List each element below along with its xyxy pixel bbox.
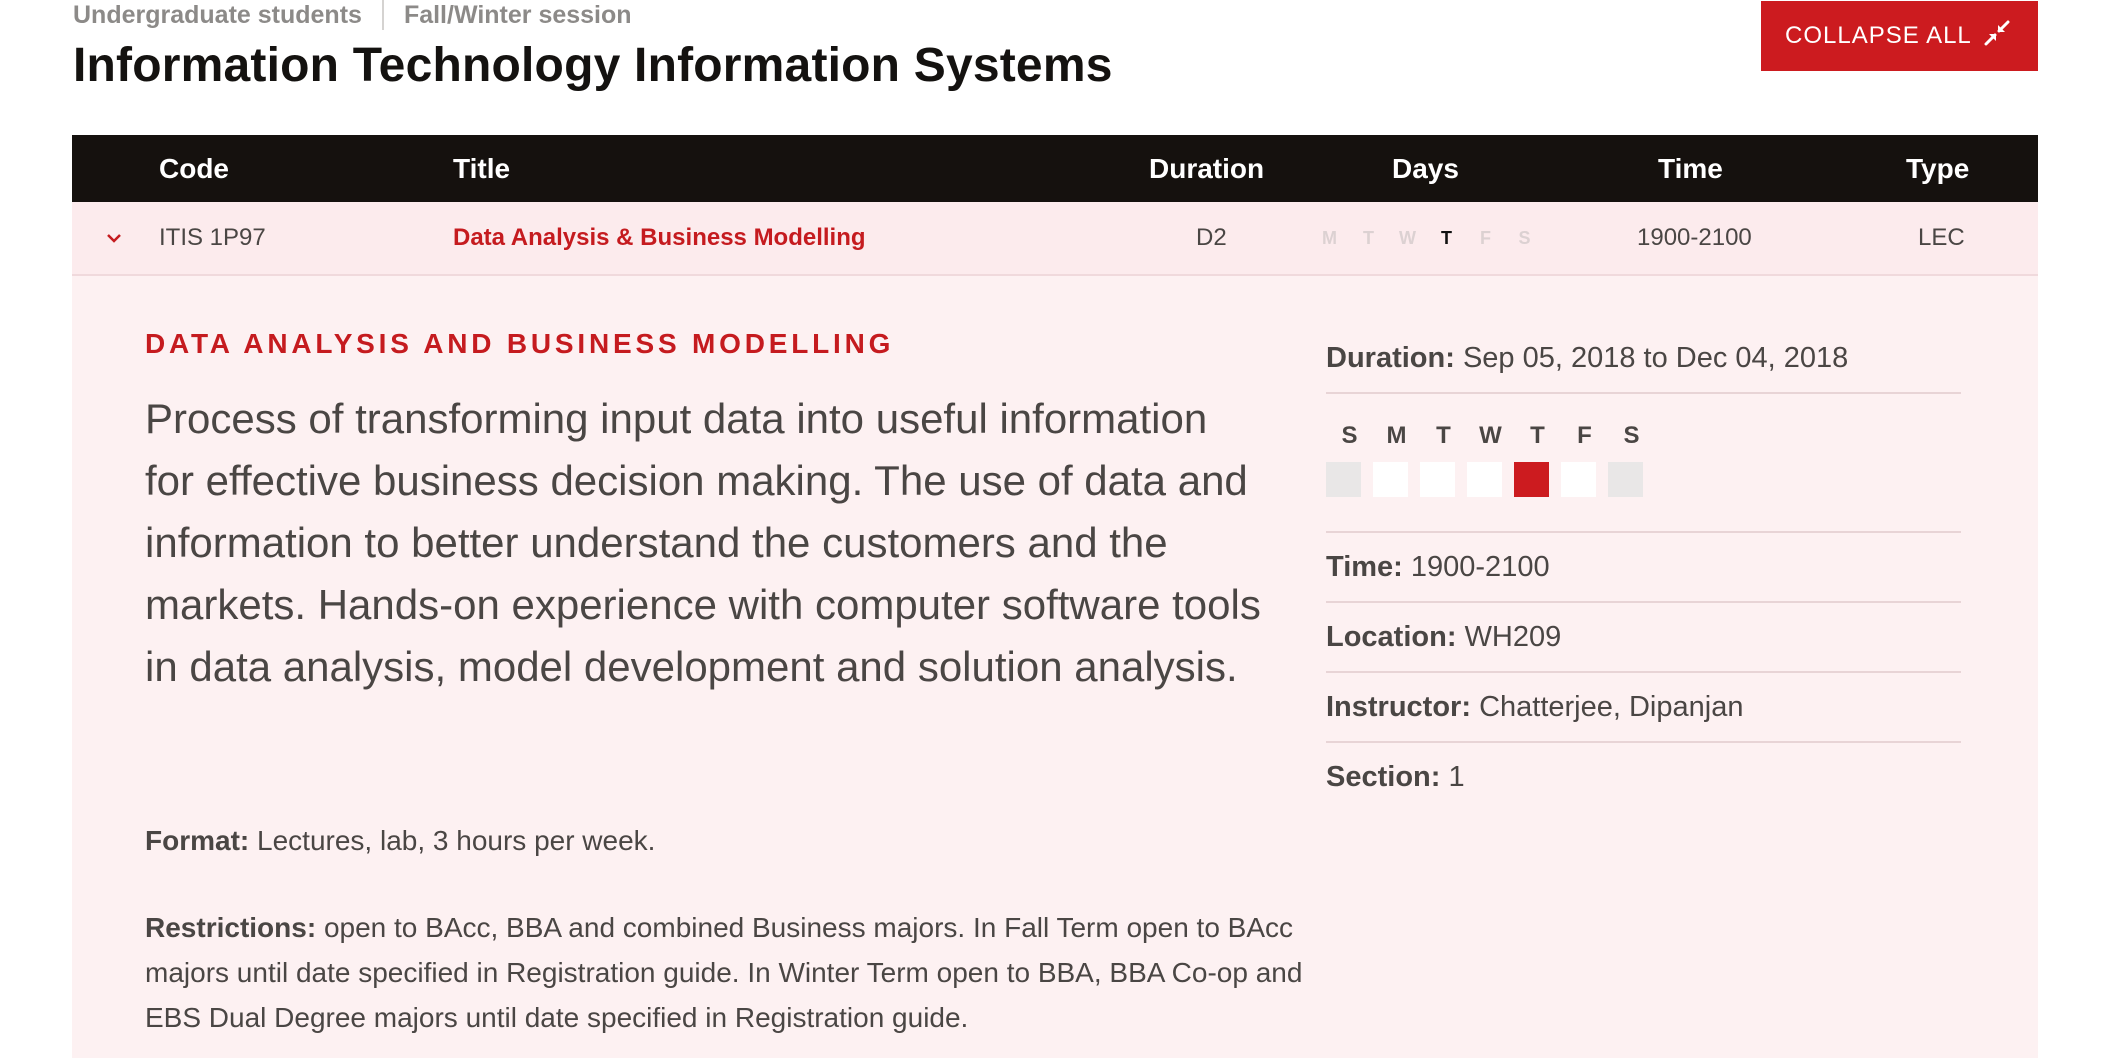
section-value: 1 <box>1448 760 1465 793</box>
chevron-down-icon[interactable] <box>102 202 126 274</box>
location-value: WH209 <box>1464 620 1562 653</box>
collapse-all-button[interactable] <box>1761 1 2038 71</box>
page-title: Information Technology Information Systems <box>73 39 1113 92</box>
week-letter: W <box>1479 422 1502 449</box>
section-label: Section: <box>1326 760 1441 793</box>
row-days-mini <box>1310 228 1544 249</box>
week-letter: T <box>1530 422 1545 449</box>
time-value: 1900-2100 <box>1410 550 1550 583</box>
header-time[interactable]: Time <box>1658 152 1723 184</box>
day-mini-s: S <box>1518 227 1531 248</box>
breadcrumb-audience[interactable]: Undergraduate students <box>73 0 362 29</box>
meta-instructor <box>1326 673 1961 741</box>
instructor-label: Instructor: <box>1326 690 1471 723</box>
day-box <box>1514 462 1549 497</box>
header-code[interactable]: Code <box>159 152 229 184</box>
week-schedule <box>1326 394 1961 531</box>
meta-duration <box>1326 324 1961 392</box>
location-label: Location: <box>1326 620 1457 653</box>
course-meta <box>1326 324 1961 811</box>
table-row[interactable] <box>72 202 2038 276</box>
row-code: ITIS 1P97 <box>159 224 266 251</box>
header-title[interactable]: Title <box>453 152 511 184</box>
day-box <box>1420 462 1455 497</box>
header-days[interactable]: Days <box>1392 152 1459 184</box>
breadcrumb <box>73 0 632 30</box>
week-boxes <box>1326 462 1961 497</box>
course-table <box>72 135 2038 276</box>
row-duration: D2 <box>1196 224 1227 251</box>
day-box <box>1373 462 1408 497</box>
breadcrumb-session[interactable]: Fall/Winter session <box>403 0 632 29</box>
collapse-arrows-icon <box>1984 20 2010 53</box>
row-days <box>1310 202 1544 274</box>
course-detail-heading: DATA ANALYSIS AND BUSINESS MODELLING <box>145 328 895 359</box>
week-letter: T <box>1436 422 1451 449</box>
day-mini-f: F <box>1480 227 1491 248</box>
day-mini-w: W <box>1399 227 1416 248</box>
instructor-value: Chatterjee, Dipanjan <box>1479 690 1744 723</box>
meta-location <box>1326 603 1961 671</box>
meta-time <box>1326 533 1961 601</box>
week-letter: M <box>1386 422 1407 449</box>
row-type: LEC <box>1918 224 1965 251</box>
week-letter: S <box>1341 422 1358 449</box>
course-restrictions <box>145 905 1325 1040</box>
header-type[interactable]: Type <box>1906 152 1970 184</box>
row-time: 1900-2100 <box>1637 224 1752 251</box>
time-label: Time: <box>1326 550 1403 583</box>
day-box <box>1326 462 1361 497</box>
restrictions-value: open to BAcc, BBA and combined Business majors. In Fall Term open to BAcc majors until date specified in Registration guide. In Winter Term open to BBA, BBA Co-op and EBS Dual Degree majors until date specified in Registration guide. <box>145 912 1303 1033</box>
duration-value: Sep 05, 2018 to Dec 04, 2018 <box>1462 341 1849 374</box>
table-header <box>72 135 2038 202</box>
day-box <box>1561 462 1596 497</box>
day-mini-t: T <box>1363 227 1374 248</box>
format-value: Lectures, lab, 3 hours per week. <box>257 825 656 856</box>
duration-label: Duration: <box>1326 341 1455 374</box>
day-mini-m: M <box>1322 227 1337 248</box>
week-letters <box>1326 422 1961 450</box>
breadcrumb-divider <box>382 0 384 30</box>
collapse-all-label: COLLAPSE ALL <box>1785 22 1972 49</box>
day-mini-th: T <box>1441 227 1452 248</box>
course-format <box>145 825 1325 857</box>
course-description: Process of transforming input data into useful information for effective business decision making. The use of data and information to better understand the customers and the markets. Hands-on experience with computer software tools in data analysis, model development and solution analysis. <box>145 395 1261 690</box>
week-letter: F <box>1577 422 1592 449</box>
restrictions-label: Restrictions: <box>145 912 317 943</box>
day-box <box>1467 462 1502 497</box>
meta-section <box>1326 743 1961 811</box>
header-duration[interactable]: Duration <box>1149 152 1265 184</box>
week-letter: S <box>1623 422 1640 449</box>
course-detail-panel <box>72 276 2038 1058</box>
row-title-link[interactable]: Data Analysis & Business Modelling <box>453 224 866 251</box>
format-label: Format: <box>145 825 250 856</box>
day-box <box>1608 462 1643 497</box>
